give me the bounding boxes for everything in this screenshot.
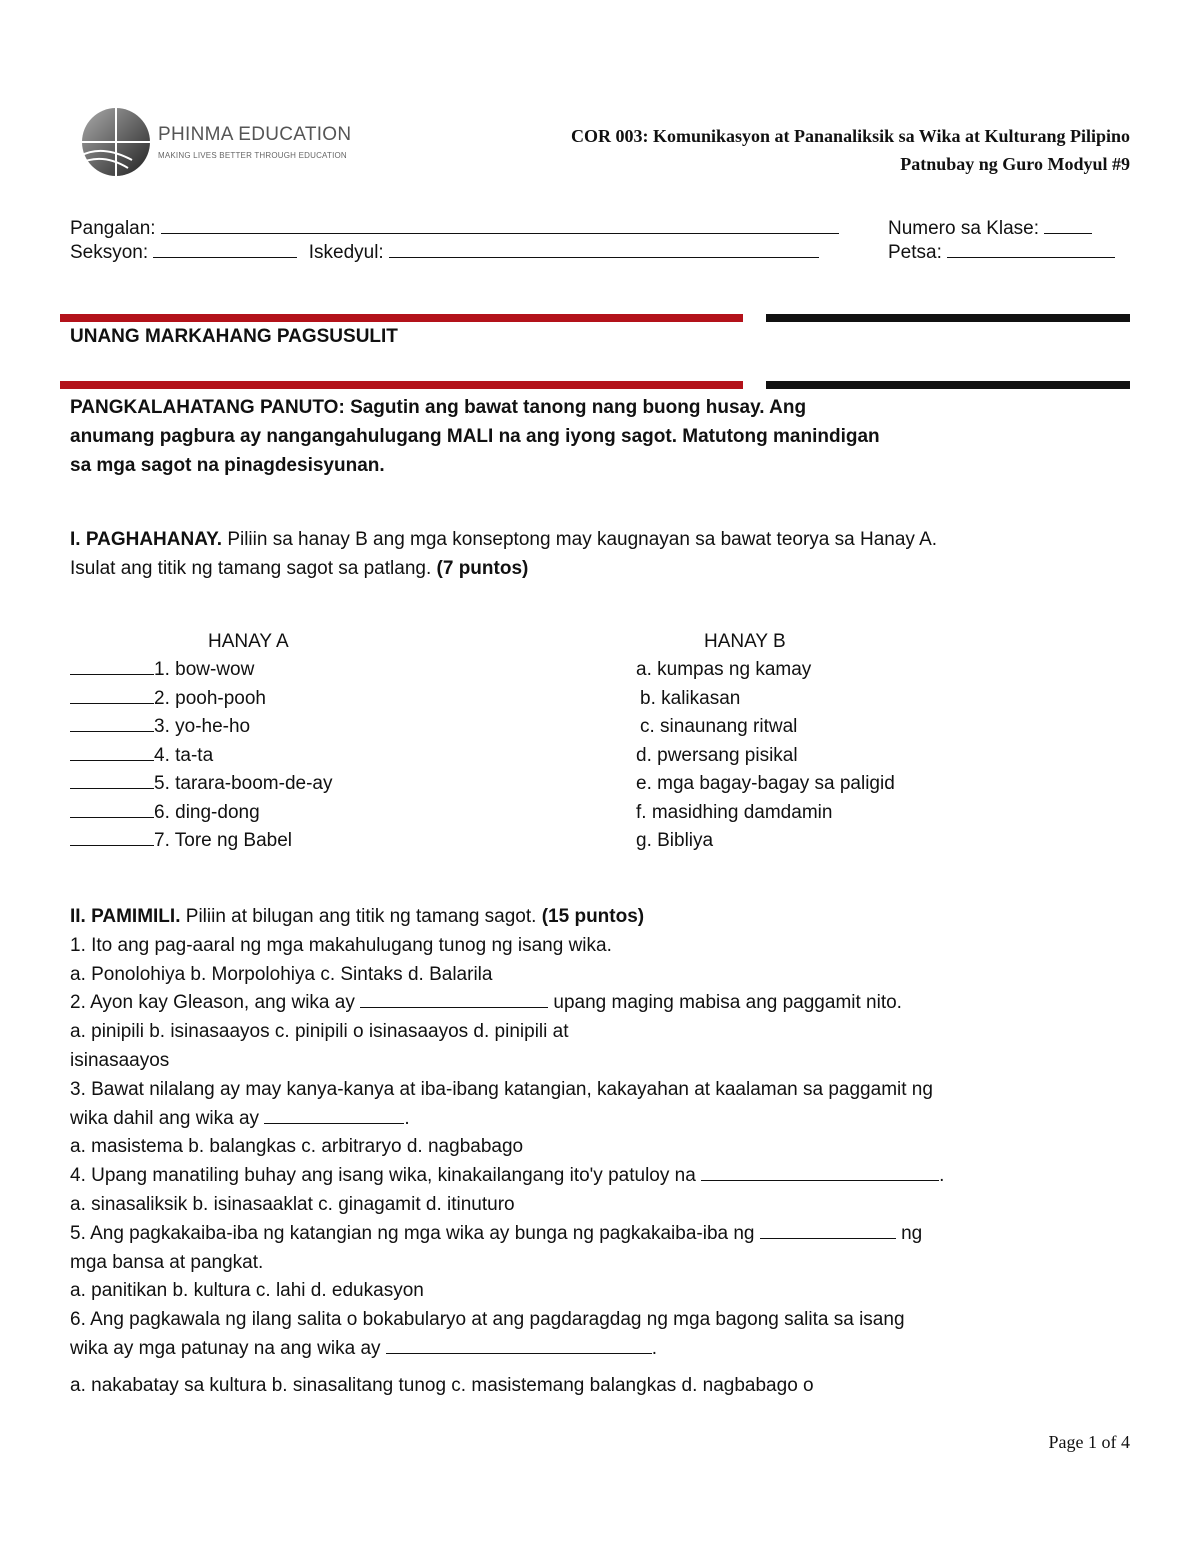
question-6-choices[interactable]: a. nakabatay sa kultura b. sinasalitang tunog c. masistemang balangkas d. nagbabago o [70,1374,814,1396]
instructions-line-3: sa mga sagot na pinagdesisyunan. [70,455,385,476]
question-3-line-2: wika dahil ang wika ay . [70,1105,1140,1134]
part1-points: (7 puntos) [436,558,529,579]
part2-label: II. PAMIMILI. [70,906,181,927]
section-label: Seksyon: [70,242,149,263]
class-number-field [888,217,1092,240]
answer-blank[interactable] [70,770,154,789]
question-1-choices[interactable]: a. Ponolohiya b. Morpolohiya c. Sintaks d. Balarila [70,963,493,985]
column-b-item: g. Bibliya [636,830,714,851]
column-a-item: 2. pooh-pooh [70,685,332,714]
question-3-choices[interactable]: a. masistema b. balangkas c. arbitraryo d. nagbabago [70,1136,524,1158]
question-2-choices-line-1[interactable]: a. pinipili b. isinasaayos c. pinipili o isinasaayos d. pinipili at [70,1021,569,1043]
question-4: 4. Upang manatiling buhay ang isang wika, kinakailangang ito'y patuloy na . [70,1162,1140,1191]
question-4-choices[interactable]: a. sinasaliksik b. isinasaaklat c. ginagamit d. itinuturo [70,1193,515,1215]
part1-instruction-line-2: Isulat ang titik ng tamang sagot sa patlang. [70,558,432,579]
column-b-item: d. pwersang pisikal [636,744,798,766]
column-a-list [70,656,332,856]
part2-instructions: II. PAMIMILI. Piliin at bilugan ang titik ng tamang sagot. (15 puntos) [70,906,645,927]
name-field [70,217,839,240]
divider-red-top [60,314,743,322]
question-6-line-1: 6. Ang pagkawala ng ilang salita o bokabularyo at ang pagdaragdag ng mga bagong salita sa isang [70,1309,905,1331]
part2-section [70,903,1140,1401]
module-title: Patnubay ng Guro Modyul #9 [900,154,1130,174]
column-a-header: HANAY A [208,631,289,652]
name-label: Pangalan: [70,218,156,239]
exam-title: UNANG MARKAHANG PAGSUSULIT [70,326,398,347]
phinma-logo [72,104,352,180]
question-1: 1. Ito ang pag-aaral ng mga makahulugang tunog ng isang wika. [70,934,612,956]
part1-label: I. PAGHAHANAY. [70,529,223,550]
course-title: COR 003: Komunikasyon at Pananaliksik sa Wika at Kulturang Pilipino [571,126,1130,146]
question-3-blank [264,1105,404,1124]
divider-black-bottom [766,381,1130,389]
divider-black-top [766,314,1130,322]
instructions-line-1: Sagutin ang bawat tanong nang buong husay. Ang [350,397,807,418]
column-b-item: a. kumpas ng kamay [636,659,812,680]
question-5-choices[interactable]: a. panitikan b. kultura c. lahi d. edukasyon [70,1280,424,1302]
answer-blank[interactable] [70,685,154,704]
column-a-item: 4. ta-ta [70,742,332,771]
date-field [888,241,1115,264]
divider-red-bottom [60,381,743,389]
name-blank[interactable] [161,217,839,234]
schedule-blank[interactable] [389,241,819,258]
answer-blank[interactable] [70,713,154,732]
page-number: Page 1 of 4 [1048,1432,1130,1452]
question-6-line-2: wika ay mga patunay na ang wika ay . [70,1335,1140,1364]
answer-blank[interactable] [70,656,154,675]
question-6-blank [386,1335,652,1354]
date-label: Petsa: [888,242,942,263]
section-blank[interactable] [153,241,297,258]
class-number-blank[interactable] [1044,217,1092,234]
question-5-line-1: 5. Ang pagkakaiba-iba ng katangian ng mga wika ay bunga ng pagkakaiba-iba ng ng [70,1220,1140,1249]
question-5-line-2: mga bansa at pangkat. [70,1251,264,1273]
question-2-blank [360,989,548,1008]
schedule-label: Iskedyul: [308,242,384,263]
instructions-line-2: anumang pagbura ay nangangahulugang MALI na ang iyong sagot. Matutong manindigan [70,426,880,447]
column-a-item: 7. Tore ng Babel [70,827,332,856]
column-b-item: f. masidhing damdamin [636,801,833,823]
column-b-item: b. kalikasan [640,687,741,709]
part1-instruction-line-1: Piliin sa hanay B ang mga konseptong may kaugnayan sa bawat teorya sa Hanay A. [227,529,938,550]
question-5-blank [760,1220,896,1239]
question-2: 2. Ayon kay Gleason, ang wika ay upang maging mabisa ang paggamit nito. [70,989,1140,1018]
column-b-item: e. mga bagay-bagay sa paligid [636,773,895,794]
column-a-item: 6. ding-dong [70,799,332,828]
question-3-line-1: 3. Bawat nilalang ay may kanya-kanya at iba-ibang katangian, kakayahan at kaalaman sa paggamit ng [70,1078,933,1100]
answer-blank[interactable] [70,827,154,846]
logo-tagline: MAKING LIVES BETTER THROUGH EDUCATION [158,151,347,160]
column-a-item: 5. tarara-boom-de-ay [70,770,332,799]
section-field [70,241,819,264]
answer-blank[interactable] [70,799,154,818]
course-header [571,122,1130,178]
date-blank[interactable] [947,241,1115,258]
class-number-label: Numero sa Klase: [888,218,1040,239]
column-b-list [636,656,895,856]
general-instructions [70,393,1070,480]
column-a-item: 3. yo-he-ho [70,713,332,742]
question-2-choices-line-2[interactable]: isinasaayos [70,1049,170,1071]
column-a-item: 1. bow-wow [70,656,332,685]
answer-blank[interactable] [70,742,154,761]
part1-instructions [70,525,1140,583]
phinma-globe-icon [72,104,156,180]
instructions-label: PANGKALAHATANG PANUTO: [70,397,345,418]
question-4-blank [701,1162,939,1181]
column-b-item: c. sinaunang ritwal [640,716,798,737]
logo-name: PHINMA EDUCATION [158,124,352,145]
column-b-header: HANAY B [704,631,786,652]
